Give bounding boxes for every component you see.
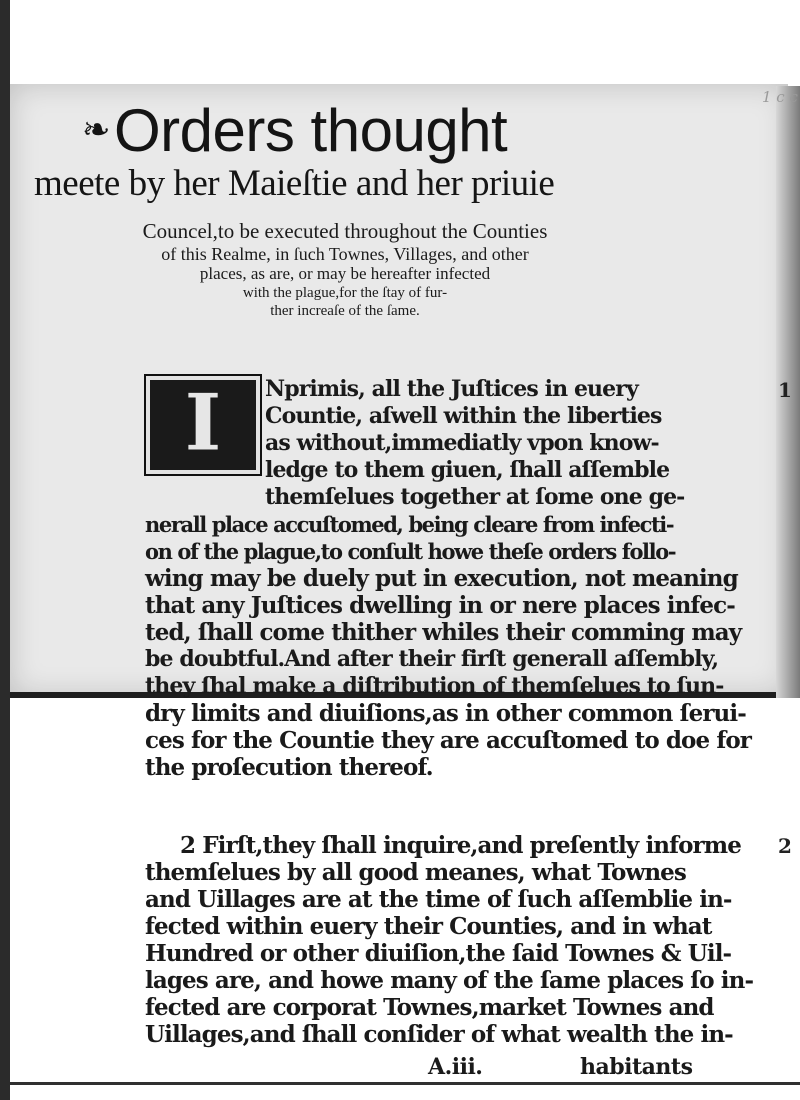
- article-line: wing may be duely put in execution, not meaning: [145, 565, 738, 592]
- article-line: Nprimis, all the Juſtices in euery: [265, 376, 638, 402]
- page-title: [82, 98, 642, 163]
- article-line: that any Juſtices dwelling in or nere places infec-: [145, 592, 735, 619]
- article-line: ledge to them giuen, ſhall aſſemble: [265, 457, 670, 483]
- article-line: fected are corporat Townes,market Townes and: [145, 994, 714, 1021]
- article-line: themſelues together at ſome one ge-: [265, 484, 685, 510]
- article-line: they ſhal make a diſtribution of themſelues to ſun-: [145, 673, 724, 699]
- article-line: as without,immediatly vpon know-: [265, 430, 659, 456]
- article-line: Countie, aſwell within the liberties: [265, 403, 662, 429]
- scan-edge: [0, 0, 10, 1100]
- intro-paragraph: [30, 218, 660, 320]
- article-line: Hundred or other diuiſion,the ſaid Townes & Uil-: [145, 940, 732, 967]
- folio-mark: 1 c c: [762, 88, 798, 106]
- article-line: Uillages,and ſhall conſider of what wealth the in-: [145, 1021, 733, 1048]
- intro-line: places, as are, or may be hereafter infected: [199, 264, 491, 283]
- intro-line: ther increaſe of the ſame.: [270, 303, 420, 319]
- signature-mark: A.iii.: [428, 1054, 483, 1080]
- article-line: ted, ſhall come thither whiles their comming may: [145, 619, 742, 646]
- article-line: fected within euery their Counties, and in what: [145, 913, 712, 940]
- article-number: 1: [778, 378, 792, 402]
- article-line: the proſecution thereof.: [145, 754, 433, 781]
- article-line: 2 Firſt,they ſhall inquire,and preſently informe: [180, 832, 741, 859]
- intro-line: Councel,to be executed throughout the Counties: [142, 219, 548, 243]
- decorated-initial: [144, 374, 262, 476]
- intro-line: of this Realme, in ſuch Townes, Villages, and other: [161, 244, 529, 264]
- article-line: on of the plague,to conſult howe theſe orders follo-: [145, 539, 676, 564]
- article-number: 2: [778, 834, 792, 858]
- title-text: Orders thought: [114, 97, 508, 164]
- article-line: dry limits and diuiſions,as in other common ſerui-: [145, 700, 746, 727]
- article-line: nerall place accuſtomed, being cleare from infecti-: [145, 512, 674, 537]
- bottom-edge: [10, 1082, 800, 1085]
- intro-line: with the plague,for the ſtay of fur-: [242, 285, 448, 301]
- fleuron-icon: ❧: [82, 111, 110, 149]
- page-subtitle: meete by her Maieſtie and her priuie: [34, 163, 555, 204]
- article-line: and Uillages are at the time of ſuch aſſemblie in-: [145, 886, 732, 913]
- article-line: ces for the Countie they are accuſtomed to doe for: [145, 727, 751, 754]
- catchword: habitants: [580, 1054, 693, 1080]
- article-line: be doubtful.And after their firſt generall aſſembly,: [145, 646, 719, 672]
- initial-letter: I: [184, 377, 222, 469]
- article-line: themſelues by all good meanes, what Townes: [145, 859, 686, 886]
- article-line: lages are, and howe many of the ſame places ſo in-: [145, 967, 754, 994]
